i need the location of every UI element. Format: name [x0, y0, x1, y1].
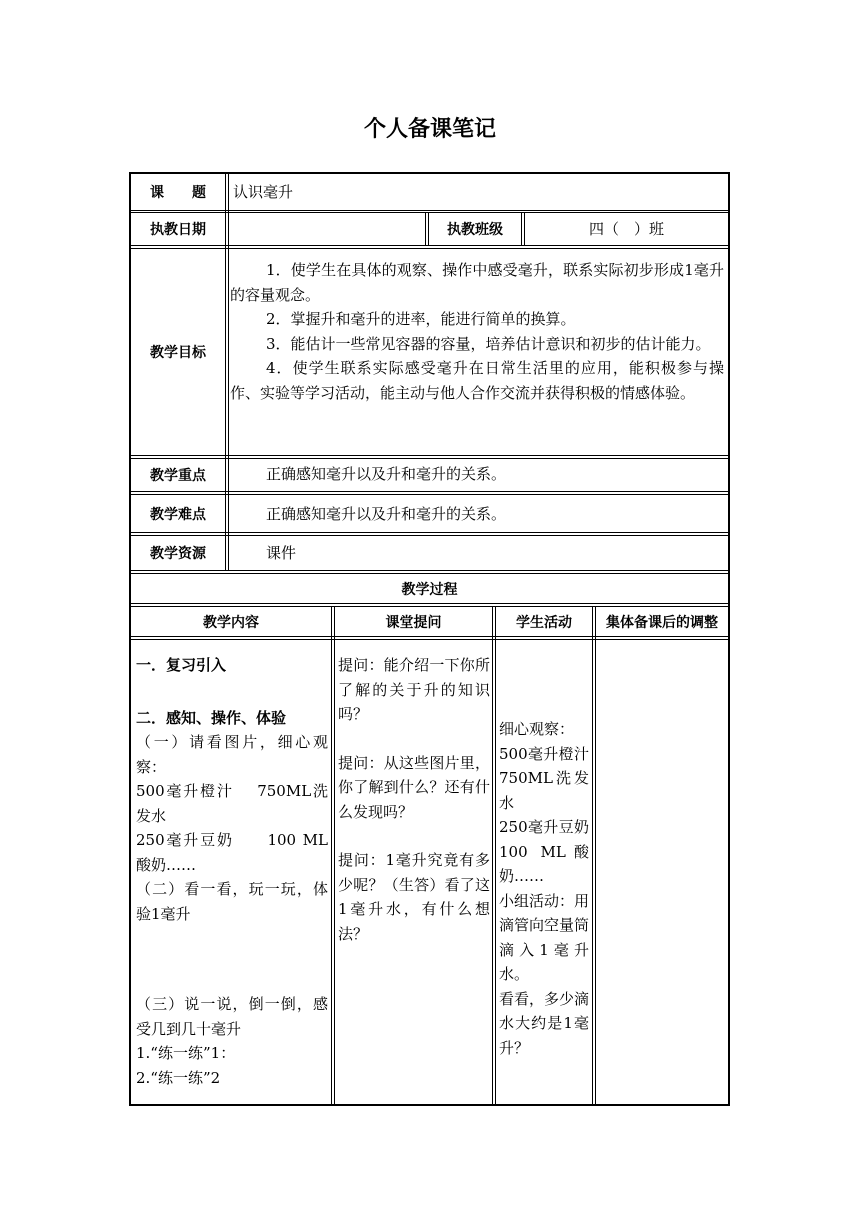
- key-points-value: 正确感知毫升以及升和毫升的关系。: [266, 465, 507, 483]
- section-perceive: 二．感知、操作、体验: [136, 709, 287, 727]
- activity-item: 500毫升橙汁 750ML洗发水: [499, 744, 605, 812]
- activity-item: 250毫升豆奶 100 ML酸奶……: [499, 818, 620, 885]
- class-label: 执教班级: [447, 222, 503, 238]
- goal-item: 3．能估计一些常见容器的容量，培养估计意识和初步的估计能力。: [266, 334, 711, 353]
- column-header: 集体备课后的调整: [606, 614, 718, 631]
- difficulties-label: 教学难点: [150, 506, 206, 523]
- process-heading: 教学过程: [401, 581, 458, 598]
- goal-item: 4．使学生联系实际感受毫升在日常生活里的应用，能积极参与操作、实验等学习活动，能主动与他人合作交流并获得积极的情感体验。: [230, 359, 724, 402]
- content-line: 1.“练一练”1：: [136, 1044, 236, 1062]
- content-line: 500毫升橙汁 750ML洗发水: [136, 782, 328, 825]
- page-title: 个人备课笔记: [363, 117, 496, 142]
- resources-label: 教学资源: [150, 546, 206, 562]
- activity-item: 小组活动：用滴管向空量筒滴入1毫升水。: [499, 891, 590, 983]
- student-activities: [499, 717, 620, 1060]
- column-header: 课堂提问: [385, 614, 442, 631]
- goals-label: 教学目标: [150, 345, 206, 361]
- teaching-content: [136, 653, 328, 1090]
- activity-item: 细心观察：: [499, 720, 575, 738]
- difficulties-value: 正确感知毫升以及升和毫升的关系。: [266, 505, 507, 523]
- column-header: 教学内容: [203, 614, 259, 631]
- goal-item: 2．掌握升和毫升的进率，能进行简单的换算。: [266, 310, 576, 328]
- goals-list: [230, 258, 724, 405]
- question-item: 提问：能介绍一下你所了解的关于升的知识吗？: [338, 656, 490, 723]
- column-header: 学生活动: [516, 614, 572, 631]
- content-line: （二）看一看，玩一玩，体验1毫升: [136, 880, 328, 923]
- question-item: 提问：从这些图片里，你了解到什么？还有什么发现吗？: [338, 753, 490, 821]
- key-points-label: 教学重点: [150, 468, 206, 484]
- activity-item: 看看，多少滴水大约是1毫升？: [499, 989, 590, 1057]
- class-value: 四（ ）班: [588, 220, 664, 238]
- content-line: （一）请看图片，细心观察：: [136, 733, 328, 776]
- question-item: 提问：1毫升究竟有多少呢？（生答）看了这1毫升水，有什么想法？: [338, 851, 490, 943]
- content-line: （三）说一说，倒一倒，感受几到几十毫升: [136, 995, 328, 1038]
- content-line: 250毫升豆奶 100 ML酸奶……: [136, 831, 328, 874]
- section-review: 一．复习引入: [136, 656, 227, 674]
- date-label: 执教日期: [150, 222, 206, 238]
- topic-value: 认识毫升: [233, 183, 294, 201]
- resources-value: 课件: [266, 544, 297, 562]
- topic-label: 课 题: [150, 184, 206, 201]
- content-line: 2.“练一练”2: [136, 1068, 221, 1087]
- class-questions: [338, 653, 490, 946]
- goal-item: 1．使学生在具体的观察、操作中感受毫升，联系实际初步形成1毫升的容量观念。: [230, 261, 724, 304]
